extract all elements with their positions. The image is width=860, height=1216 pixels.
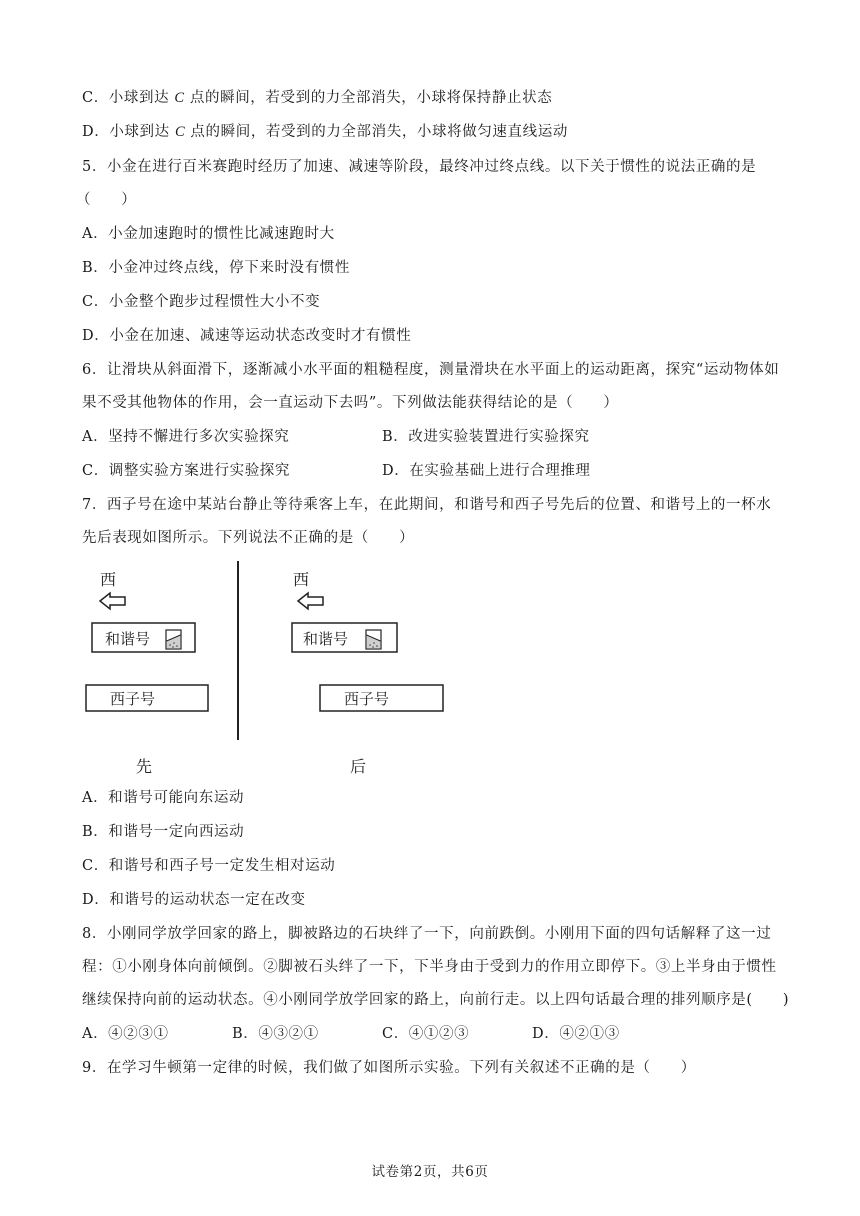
q4-option-c: C．小球到达 C 点的瞬间，若受到的力全部消失，小球将保持静止状态 <box>82 90 553 106</box>
point-label: C <box>174 124 186 140</box>
water-cup-icon <box>166 630 181 649</box>
after-label: 后 <box>350 757 367 776</box>
q8-option-a: A．④②③① <box>82 1026 169 1042</box>
q5-stem-paren: （ ） <box>76 192 137 208</box>
q5-option-d: D．小金在加速、减速等运动状态改变时才有惯性 <box>82 328 412 344</box>
q5-option-c: C．小金整个跑步过程惯性大小不变 <box>82 294 321 310</box>
q4-option-d: D．小球到达 C 点的瞬间，若受到的力全部消失，小球将做匀速直线运动 <box>82 124 568 140</box>
q8-option-d: D．④②①③ <box>532 1026 620 1042</box>
q5-option-a: A．小金加速跑时的惯性比减速跑时大 <box>82 226 335 242</box>
point-label: C <box>174 90 185 106</box>
water-cup-icon <box>366 630 381 649</box>
west-arrow-icon <box>298 593 323 609</box>
q8-stem: 8．小刚同学放学回家的路上，脚被路边的石块绊了一下，向前跌倒。小刚用下面的四句话解释了这一过 <box>82 926 772 942</box>
west-label: 西 <box>100 570 117 589</box>
q7-stem: 7．西子号在途中某站台静止等待乘客上车，在此期间，和谐号和西子号先后的位置、和谐号上的一杯水 <box>82 497 772 513</box>
train-xizi-label: 西子号 <box>110 690 156 708</box>
q5-option-b: B．小金冲过终点线，停下来时没有惯性 <box>82 260 350 276</box>
q6-stem: 6．让滑块从斜面滑下，逐渐减小水平面的粗糙程度，测量滑块在水平面上的运动距离，探究“运动物体如 <box>82 362 780 378</box>
q7-option-b: B．和谐号一定向西运动 <box>82 824 245 840</box>
q8-option-c: C．④①②③ <box>382 1026 470 1042</box>
train-xizi-label: 西子号 <box>344 690 390 708</box>
q6-option-d: D．在实验基础上进行合理推理 <box>382 463 591 479</box>
q7-stem-2: 先后表现如图所示。下列说法不正确的是（ ） <box>82 530 415 546</box>
q6-option-c: C．调整实验方案进行实验探究 <box>82 463 290 479</box>
q9-stem: 9．在学习牛顿第一定律的时候，我们做了如图所示实验。下列有关叙述不正确的是（ ） <box>82 1060 696 1076</box>
west-label: 西 <box>293 570 310 589</box>
q5-stem: 5．小金在进行百米赛跑时经历了加速、减速等阶段，最终冲过终点线。以下关于惯性的说法正确的是 <box>82 159 757 175</box>
q7-option-a: A．和谐号可能向东运动 <box>82 790 245 806</box>
q6-stem-2: 果不受其他物体的作用，会一直运动下去吗”。下列做法能获得结论的是（ ） <box>82 395 619 411</box>
train-hexie-label: 和谐号 <box>105 630 151 648</box>
q6-option-b: B．改进实验装置进行实验探究 <box>382 429 590 445</box>
q7-figure <box>0 555 860 785</box>
page-footer: 试卷第2页，共6页 <box>371 1164 489 1180</box>
q8-option-b: B．④③②① <box>232 1026 319 1042</box>
q7-option-d: D．和谐号的运动状态一定在改变 <box>82 892 306 908</box>
q8-stem-2: 程：①小刚身体向前倾倒。②脚被石头绊了一下，下半身由于受到力的作用立即停下。③上半身由于惯性 <box>82 959 777 975</box>
before-label: 先 <box>136 757 153 776</box>
west-arrow-icon <box>100 593 125 609</box>
train-hexie-label: 和谐号 <box>303 630 349 648</box>
q7-option-c: C．和谐号和西子号一定发生相对运动 <box>82 858 336 874</box>
q6-option-a: A．坚持不懈进行多次实验探究 <box>82 429 290 445</box>
q8-stem-3: 继续保持向前的运动状态。④小刚同学放学回家的路上，向前行走。以上四句话最合理的排列顺序是( ) <box>82 992 790 1008</box>
